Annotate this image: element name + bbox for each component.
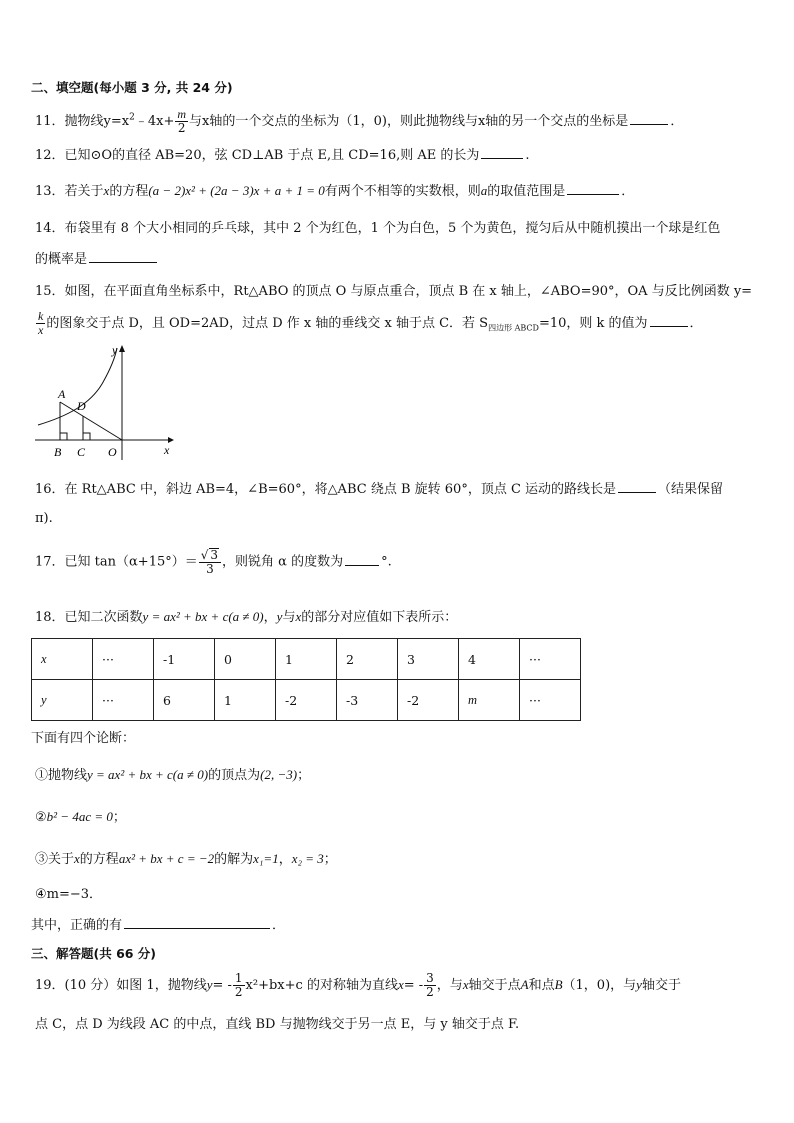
label-x: x [164,443,170,457]
q19-eq3: = - [403,978,424,993]
q17-post: ，则锐角 α 的度数为 [222,554,344,570]
table-row-x [32,639,581,680]
value-table [31,638,581,721]
q19-prefix: 19．(10 分）如图 1，抛物线 [35,978,207,993]
q13-answer-blank[interactable] [567,182,619,195]
c2-end: ； [112,810,126,825]
question-15-line-1: 15．如图，在平面直角坐标系中，Rt△ABO 的顶点 O 与原点重合，顶点 B 在 x 轴上，∠ABO=90°，OA 与反比例函数 y= [35,284,753,299]
q13-post: 有两个不相等的实数根，则 [324,184,481,199]
q17-answer-blank[interactable] [345,553,379,566]
label-b: B [54,445,62,459]
q19-var-y: y [206,977,213,992]
q14-line2-text: 的概率是 [35,252,88,267]
q11-end: ． [670,114,684,129]
q11-answer-blank[interactable] [630,112,668,125]
q18-var-y: y [276,609,283,624]
label-d: D [77,399,86,413]
hyperbola-curve [38,348,117,425]
table-cell: -3 [337,680,398,721]
q13-mid: 的方程 [109,184,149,199]
table-cell: ··· [520,680,581,721]
question-14-line-2 [35,250,159,269]
q13-tail: 的取值范围是 [487,184,566,199]
q12-body: 12．已知⊙O的直径 AB=20，弦 CD⊥AB 于点 E,且 CD=16,则 AE 的长为 [35,148,480,163]
q17-frac-den: 3 [206,562,214,576]
question-12 [35,146,530,165]
q19-eq1: = - [212,978,232,993]
q11-frac-den: 2 [177,121,186,135]
question-16-line-1 [35,480,723,499]
q17-frac-num: √ 3 [199,548,221,563]
table-cell: ··· [93,639,154,680]
claim-4: ④m=−3． [35,887,103,902]
q18-prefix: 18．已知二次函数 [35,610,143,625]
c2-equation: b² − 4ac = 0 [46,809,113,824]
q15-figure [30,340,180,465]
q17-sqrt-value: 3 [210,548,219,562]
table-cell: 2 [337,639,398,680]
q15-frac-num: k [38,309,44,323]
table-cell: 4 [459,639,520,680]
c3-var-x: x [74,851,80,866]
label-y: y [112,343,118,357]
q18-tail: 的部分对应值如下表所示： [301,610,458,625]
q11-frac-num: m [177,107,187,121]
q19-frac2-num: 3 [426,971,434,985]
q13-var-x: x [103,183,110,198]
c1-equation: y = ax² + bx + c(a ≠ 0) [87,767,209,782]
question-17 [35,548,392,576]
correct-line [31,916,285,935]
table-cell: -2 [276,680,337,721]
q12-answer-blank[interactable] [481,146,523,159]
q19-var-x2: x [462,977,469,992]
question-19-line-2: 点 C，点 D 为线段 AC 的中点，直线 BD 与抛物线交于另一点 E，与 y 轴交于点 F. [35,1017,520,1032]
y-axis-arrow-icon [119,345,125,352]
q19-frac1-den: 2 [234,985,243,999]
q19-fraction-2 [424,972,436,999]
q19-post4: （1，0)，与 [562,978,637,993]
question-14-line-1: 14．布袋里有 8 个大小相同的乒乓球，其中 2 个为红色，1 个为白色，5 个为黄色，搅匀后从中随机摸出一个球是红色 [35,221,721,236]
q19-point-b: B [554,977,563,992]
q13-end: ． [621,184,635,199]
q19-post2: 轴交于点 [468,978,521,993]
c3-sep: ， [278,852,292,867]
c3-mid: 的方程 [79,852,119,867]
correct-answer-blank[interactable] [124,916,270,929]
q19-var-y2: y [636,977,642,992]
c3-x2: x₂ = 3 [291,851,324,866]
table-cell: -1 [154,639,215,680]
q17-end: °. [381,554,392,570]
q13-prefix: 13．若关于 [35,184,104,199]
label-c: C [77,445,86,459]
q15-end: ． [689,316,703,331]
c1-prefix: ①抛物线 [35,768,88,783]
table-cell: 6 [154,680,215,721]
q19-fraction-1 [233,972,245,999]
q18-equation: y = ax² + bx + c(a ≠ 0) [142,609,264,624]
q18-and: 与 [282,610,296,625]
lunduan-intro: 下面有四个论断： [31,731,136,746]
table-cell: y [32,680,93,721]
c3-mid2: 的解为 [214,852,254,867]
c1-end: ； [297,768,311,783]
c3-prefix: ③关于 [35,852,75,867]
table-cell: 3 [398,639,459,680]
q19-var-x: x [397,977,404,992]
table-cell: ··· [520,639,581,680]
question-13 [35,182,634,201]
claim-2 [35,808,126,827]
q19-point-a: A [520,977,529,992]
q17-prefix: 17．已知 tan（α+15°）＝ [35,554,198,570]
q18-var-x: x [295,609,302,624]
correct-prefix: 其中，正确的有 [31,918,123,933]
q11-prefix: 11．抛物线 [35,114,104,129]
q17-fraction [199,548,221,576]
q12-end: . [525,148,530,163]
q16-answer-blank[interactable] [618,480,656,493]
label-a: A [58,387,66,401]
question-19-line-1 [35,972,681,999]
q13-equation: (a − 2)x² + (2a − 3)x + a + 1 = 0 [148,183,325,198]
q15-line2b: =10，则 k 的值为 [538,316,648,331]
table-cell: 1 [215,680,276,721]
q13-var-a: a [480,183,488,198]
question-15-line-2 [35,310,703,337]
c3-x1: x₁=1 [253,851,279,866]
q15-line2a: 的图象交于点 D，且 OD=2AD，过点 D 作 x 轴的垂线交 x 轴于点 C．若 S [46,316,489,331]
q19-post3: 和点 [528,978,555,993]
q15-frac-den: x [38,323,44,337]
table-cell: 1 [276,639,337,680]
q19-frac1-num: 1 [234,971,243,985]
q15-subscript: 四边形 ABCD [488,323,539,333]
claim-3 [35,850,337,869]
q11-body: 与x轴的一个交点的坐标为（1，0)，则此抛物线与x轴的另一个交点的坐标是 [189,114,629,129]
label-o: O [108,445,117,459]
table-cell: x [32,639,93,680]
q15-fraction [36,310,45,337]
question-11 [35,108,683,135]
q16-line1-text: 16．在 Rt△ABC 中，斜边 AB=4，∠B=60°，将△ABC 绕点 B 旋转 60°，顶点 C 运动的路线长是 [35,482,617,497]
q15-answer-blank[interactable] [650,314,688,327]
section-3-heading: 三、解答题(共 66 分) [31,946,157,961]
q19-eq2: x²+bx+c 的对称轴为直线 [245,978,398,993]
correct-end: ． [272,918,286,933]
question-16-line-2: π). [35,511,53,526]
table-cell: 0 [215,639,276,680]
c3-end: ； [323,852,337,867]
c1-vertex: (2, −3) [260,767,298,782]
q19-post: ，与 [436,978,463,993]
c3-equation: ax² + bx + c = −2 [118,851,215,866]
table-cell: ··· [93,680,154,721]
section-2-heading: 二、填空题(每小题 3 分, 共 24 分) [31,80,233,95]
c1-mid: 的顶点为 [208,768,261,783]
right-angle-c-icon [83,433,90,440]
c2-prefix: ② [35,810,47,825]
q16-line1-tail: （结果保留 [658,482,724,497]
q11-fraction [175,108,188,135]
question-18 [35,608,457,627]
q11-eq-a: y=x [103,114,130,129]
right-angle-b-icon [60,433,67,440]
q11-eq-b: ﹣4x+ [134,114,175,129]
segment-ao [60,402,122,440]
table-cell: -2 [398,680,459,721]
table-row-y [32,680,581,721]
q19-frac2-den: 2 [426,985,434,999]
q18-comma: ， [263,610,277,625]
q19-post5: 轴交于 [641,978,681,993]
q11-exp: 2 [129,112,135,123]
claim-1 [35,766,310,785]
q14-answer-blank[interactable] [89,250,157,263]
table-cell: m [459,680,520,721]
